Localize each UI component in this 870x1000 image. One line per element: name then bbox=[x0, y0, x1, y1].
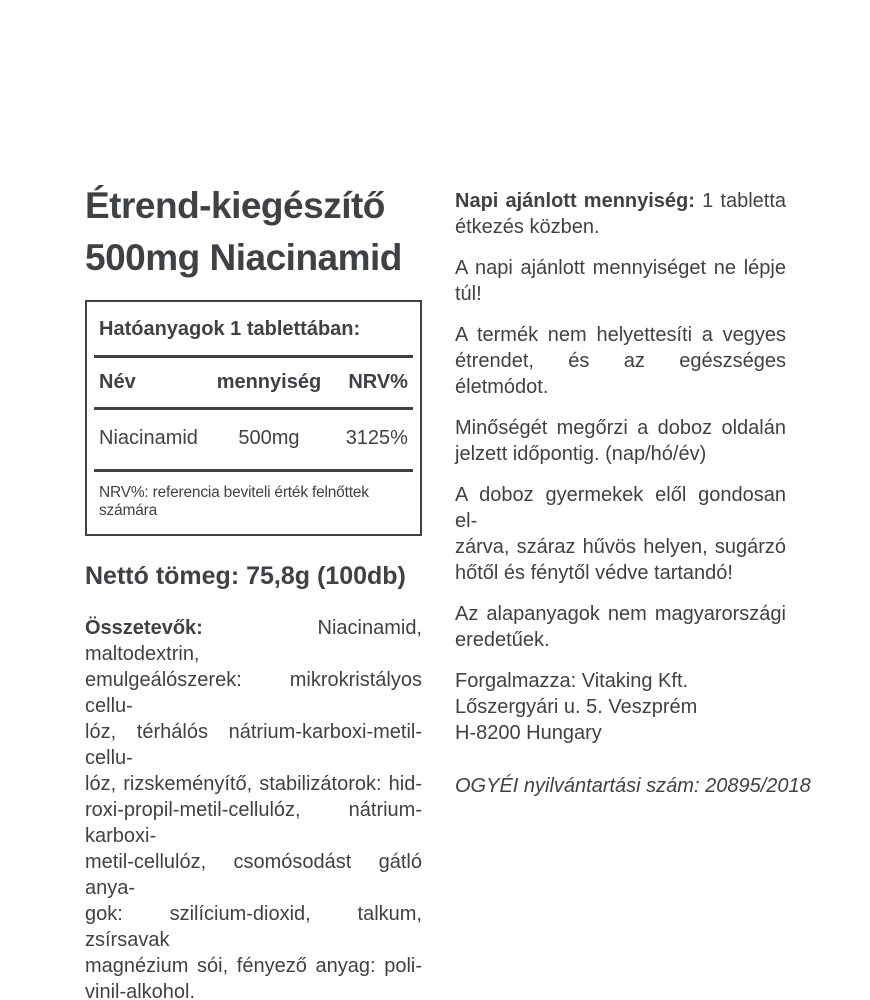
column-header-name: Név bbox=[99, 371, 136, 393]
supplement-facts-table bbox=[85, 300, 422, 536]
storage-paragraph: A doboz gyermekek elől gondosan el- zárva, száraz hűvös helyen, sugárzó hőtől és fénytől védve tartandó! bbox=[455, 484, 786, 584]
dosage-label: Napi ajánlott mennyiség: bbox=[455, 190, 695, 212]
dosage-first-line-rest: 1 tabletta bbox=[694, 190, 786, 212]
ingredients-paragraph bbox=[85, 615, 422, 1000]
warning-limit-paragraph: A napi ajánlott mennyiséget ne lépje túl! bbox=[455, 257, 786, 305]
product-title-line1: Étrend-kiegészítő bbox=[85, 185, 385, 226]
cell-ingredient-nrv: 3125% bbox=[345, 427, 408, 449]
ingredients-lines: emulgeálószerek: mikrokristályos cellu- lóz, térhálós nátrium-karboxi-metil-cellu- lóz, rizskeményítő, stabilizátorok: hid- roxi-propil-metil-cellulóz, nátrium-karboxi- metil-cellulóz, csomósodást gátló anya- gok: szilícium-dioxid, talkum, zsírsavak magnézium sói, fényező anyag: poli- vinil-alkohol. bbox=[85, 669, 422, 1000]
table-row bbox=[99, 410, 408, 469]
page-title bbox=[85, 180, 422, 284]
net-weight: Nettó tömeg: 75,8g (100db) bbox=[85, 562, 406, 590]
table-note: NRV%: referencia beviteli érték felnőttek számára bbox=[99, 484, 369, 519]
column-header-nrv: NRV% bbox=[348, 371, 408, 393]
shelf-life-paragraph: Minőségét megőrzi a doboz oldalán jelzett időpontig. (nap/hó/év) bbox=[455, 417, 786, 465]
ingredients-label: Összetevők: bbox=[85, 617, 203, 639]
dosage-first-line bbox=[455, 188, 786, 214]
ingredients-first-line bbox=[85, 615, 422, 667]
cell-ingredient-name: Niacinamid bbox=[99, 427, 198, 449]
left-column bbox=[85, 180, 422, 1000]
distributor-block: Forgalmazza: Vitaking Kft. Lőszergyári u. 5. Veszprém H-8200 Hungary bbox=[455, 670, 698, 744]
registration-number: OGYÉI nyilvántartási szám: 20895/2018 bbox=[455, 775, 811, 797]
dosage-paragraph bbox=[455, 188, 786, 240]
ingredients-first-line-rest: Niacinamid, maltodextrin, bbox=[85, 617, 422, 665]
facts-table-title: Hatóanyagok 1 tablettában: bbox=[99, 318, 361, 340]
column-header-quantity: mennyiség bbox=[216, 371, 322, 393]
right-column bbox=[455, 188, 811, 814]
table-header-row bbox=[99, 358, 408, 407]
cell-ingredient-quantity: 500mg bbox=[238, 427, 300, 449]
dosage-lines: étkezés közben. bbox=[455, 216, 600, 238]
product-title-line2: 500mg Niacinamid bbox=[85, 237, 402, 278]
disclaimer-paragraph: A termék nem helyettesíti a vegyes étrendet, és az egészséges életmódot. bbox=[455, 324, 786, 398]
origin-paragraph: Az alapanyagok nem magyarországi eredetűek. bbox=[455, 603, 786, 651]
